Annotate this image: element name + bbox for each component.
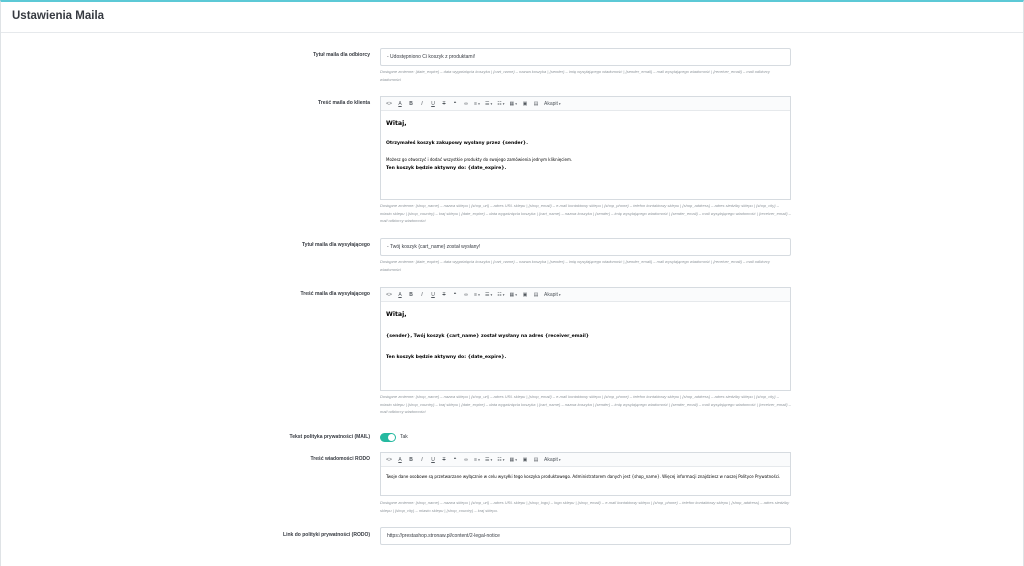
underline-icon[interactable]: U [431,100,435,107]
sender-subject-help: Dostępne zmienne: {date_expire} – data wygaśnięcia koszyka | {cart_name} – nazwa koszyka | {sender} – imię wysyłającego wiadomość | {sender_email} – mail wysyłającego wiadomość | {receiver_email} – mail odbiorcy wiadomości [380,259,770,272]
image-icon[interactable]: ▣ [522,291,528,298]
code-icon[interactable]: <> [386,100,392,107]
rodo-body-label: Treść wiadomości RODO [310,456,370,462]
editor-line: {sender}, Twój koszyk {cart_name} został wysłany na adres {receiver_email} [386,334,590,339]
quote-icon[interactable]: ❝ [453,291,457,298]
rodo-link-input[interactable]: https://prestashop.stronaw.pl/content/2-legal-notice [380,527,791,545]
editor-toolbar [381,288,790,302]
sender-body-editor[interactable] [380,287,791,391]
italic-icon[interactable]: I [421,456,423,463]
italic-icon[interactable]: I [421,100,423,107]
sender-subject-input[interactable]: - Twój koszyk {cart_name} został wysłany! [380,238,791,256]
italic-icon[interactable]: I [421,291,423,298]
strikethrough-icon[interactable]: T [442,100,446,107]
bullet-list-icon[interactable]: ☰ ▾ [485,456,493,463]
privacy-toggle-label: Tekst polityka prywatności (MAIL) [289,434,370,440]
link-icon[interactable]: ∞ [464,456,468,463]
numbered-list-icon[interactable]: ☷ ▾ [497,456,505,463]
text-color-icon[interactable]: A [398,100,402,107]
editor-content[interactable] [381,302,790,366]
image-icon[interactable]: ▣ [522,456,528,463]
numbered-list-icon[interactable]: ☷ ▾ [497,291,505,298]
privacy-toggle-switch[interactable] [380,433,396,442]
editor-content[interactable] [381,111,790,177]
quote-icon[interactable]: ❝ [453,100,457,107]
align-icon[interactable]: ≡ ▾ [474,456,480,463]
align-icon[interactable]: ≡ ▾ [474,291,480,298]
sender-body-label: Treść maila dla wysyłającego [300,291,370,297]
link-icon[interactable]: ∞ [464,291,468,298]
link-icon[interactable]: ∞ [464,100,468,107]
editor-line: Ten koszyk będzie aktywny do: {date_expire}. [386,166,507,171]
numbered-list-icon[interactable]: ☷ ▾ [497,100,505,107]
editor-toolbar [381,453,790,467]
bullet-list-icon[interactable]: ☰ ▾ [485,100,493,107]
rodo-link-label: Link do polityki prywatności (RODO) [283,532,370,538]
media-icon[interactable]: ▤ [533,100,539,107]
recipient-body-help: Dostępne zmienne: {shop_name} – nazwa sklepu | {shop_url} – adres URL sklepu | {shop_email} – e-mail kontaktowy sklepu | {shop_phone} – telefon kontaktowy sklepu | {shop_address} – adres siedziby sklepu | {shop_city} – miasto sklepu | {shop_country} – kraj sklepu | {date_expire} – data wygaśnięcia koszyka | {cart_name} – nazwa koszyka | {sender} – imię wysyłającego wiadomość | {sender_email} – mail wysyłającego wiadomość | {receiver_email} – mail odbiorcy wiadomości [380,203,791,223]
editor-line: Witaj, [386,311,407,318]
rodo-body-help: Dostępne zmienne: {shop_name} – nazwa sklepu | {shop_url} – adres URL sklepu | {shop_logo} – logo sklepu | {shop_email} – e-mail kontaktowy sklepu | {shop_phone} – telefon kontaktowy sklepu | {shop_address} – adres siedziby sklepu | {shop_city} – miasto sklepu | {shop_country} – kraj sklepu. [380,500,790,513]
underline-icon[interactable]: U [431,456,435,463]
image-icon[interactable]: ▣ [522,100,528,107]
bold-icon[interactable]: B [409,100,413,107]
recipient-body-label: Treść maila do klienta [318,100,370,106]
strikethrough-icon[interactable]: T [442,291,446,298]
bold-icon[interactable]: B [409,456,413,463]
paragraph-select[interactable]: Akapit ▾ [544,291,561,298]
privacy-toggle-state: Tak [400,434,408,440]
media-icon[interactable]: ▤ [533,456,539,463]
editor-line: Możesz go otworzyć i dodać wszystkie produkty do swojego zamówienia jednym kliknięciem. [386,157,573,162]
table-icon[interactable]: ▦ ▾ [509,291,517,298]
sender-subject-label: Tytuł maila dla wysyłającego [302,242,370,248]
text-color-icon[interactable]: A [398,456,402,463]
bold-icon[interactable]: B [409,291,413,298]
recipient-subject-input[interactable]: - Udostępniono Ci koszyk z produktami! [380,48,791,66]
editor-toolbar [381,97,790,111]
editor-line: Witaj, [386,120,407,127]
table-icon[interactable]: ▦ ▾ [509,100,517,107]
recipient-body-editor[interactable] [380,96,791,200]
underline-icon[interactable]: U [431,291,435,298]
page-title: Ustawienia Maila [12,10,105,22]
editor-line: Ten koszyk będzie aktywny do: {date_expire}. [386,355,507,360]
editor-line: Twoje dane osobowe są przetwarzane wyłącznie w celu wysyłki tego koszyka produktowego. Administratorem danych jest {shop_name}. Więcej informacji znajdziesz w naszej Polityce Prywatności. [386,474,781,479]
text-color-icon[interactable]: A [398,291,402,298]
code-icon[interactable]: <> [386,291,392,298]
paragraph-select[interactable]: Akapit ▾ [544,456,561,463]
editor-content[interactable] [381,467,790,486]
bullet-list-icon[interactable]: ☰ ▾ [485,291,493,298]
align-icon[interactable]: ≡ ▾ [474,100,480,107]
editor-line: Otrzymałeś koszyk zakupowy wysłany przez {sender}. [386,141,528,146]
code-icon[interactable]: <> [386,456,392,463]
media-icon[interactable]: ▤ [533,291,539,298]
paragraph-select[interactable]: Akapit ▾ [544,100,561,107]
strikethrough-icon[interactable]: T [442,456,446,463]
quote-icon[interactable]: ❝ [453,456,457,463]
title-divider [1,32,1023,33]
table-icon[interactable]: ▦ ▾ [509,456,517,463]
recipient-subject-label: Tytuł maila dla odbiorcy [313,52,370,58]
rodo-body-editor[interactable] [380,452,791,496]
recipient-subject-help: Dostępne zmienne: {date_expire} – data wygaśnięcia koszyka | {cart_name} – nazwa koszyka | {sender} – imię wysyłającego wiadomość | {sender_email} – mail wysyłającego wiadomość | {receiver_email} – mail odbiorcy wiadomości [380,69,770,82]
sender-body-help: Dostępne zmienne: {shop_name} – nazwa sklepu | {shop_url} – adres URL sklepu | {shop_email} – e-mail kontaktowy sklepu | {shop_phone} – telefon kontaktowy sklepu | {shop_address} – adres siedziby sklepu | {shop_city} – miasto sklepu | {shop_country} – kraj sklepu | {date_expire} – data wygaśnięcia koszyka | {cart_name} – nazwa koszyka | {sender} – imię wysyłającego wiadomość | {sender_email} – mail wysyłającego wiadomość | {receiver_email} – mail odbiorcy wiadomości [380,394,791,414]
